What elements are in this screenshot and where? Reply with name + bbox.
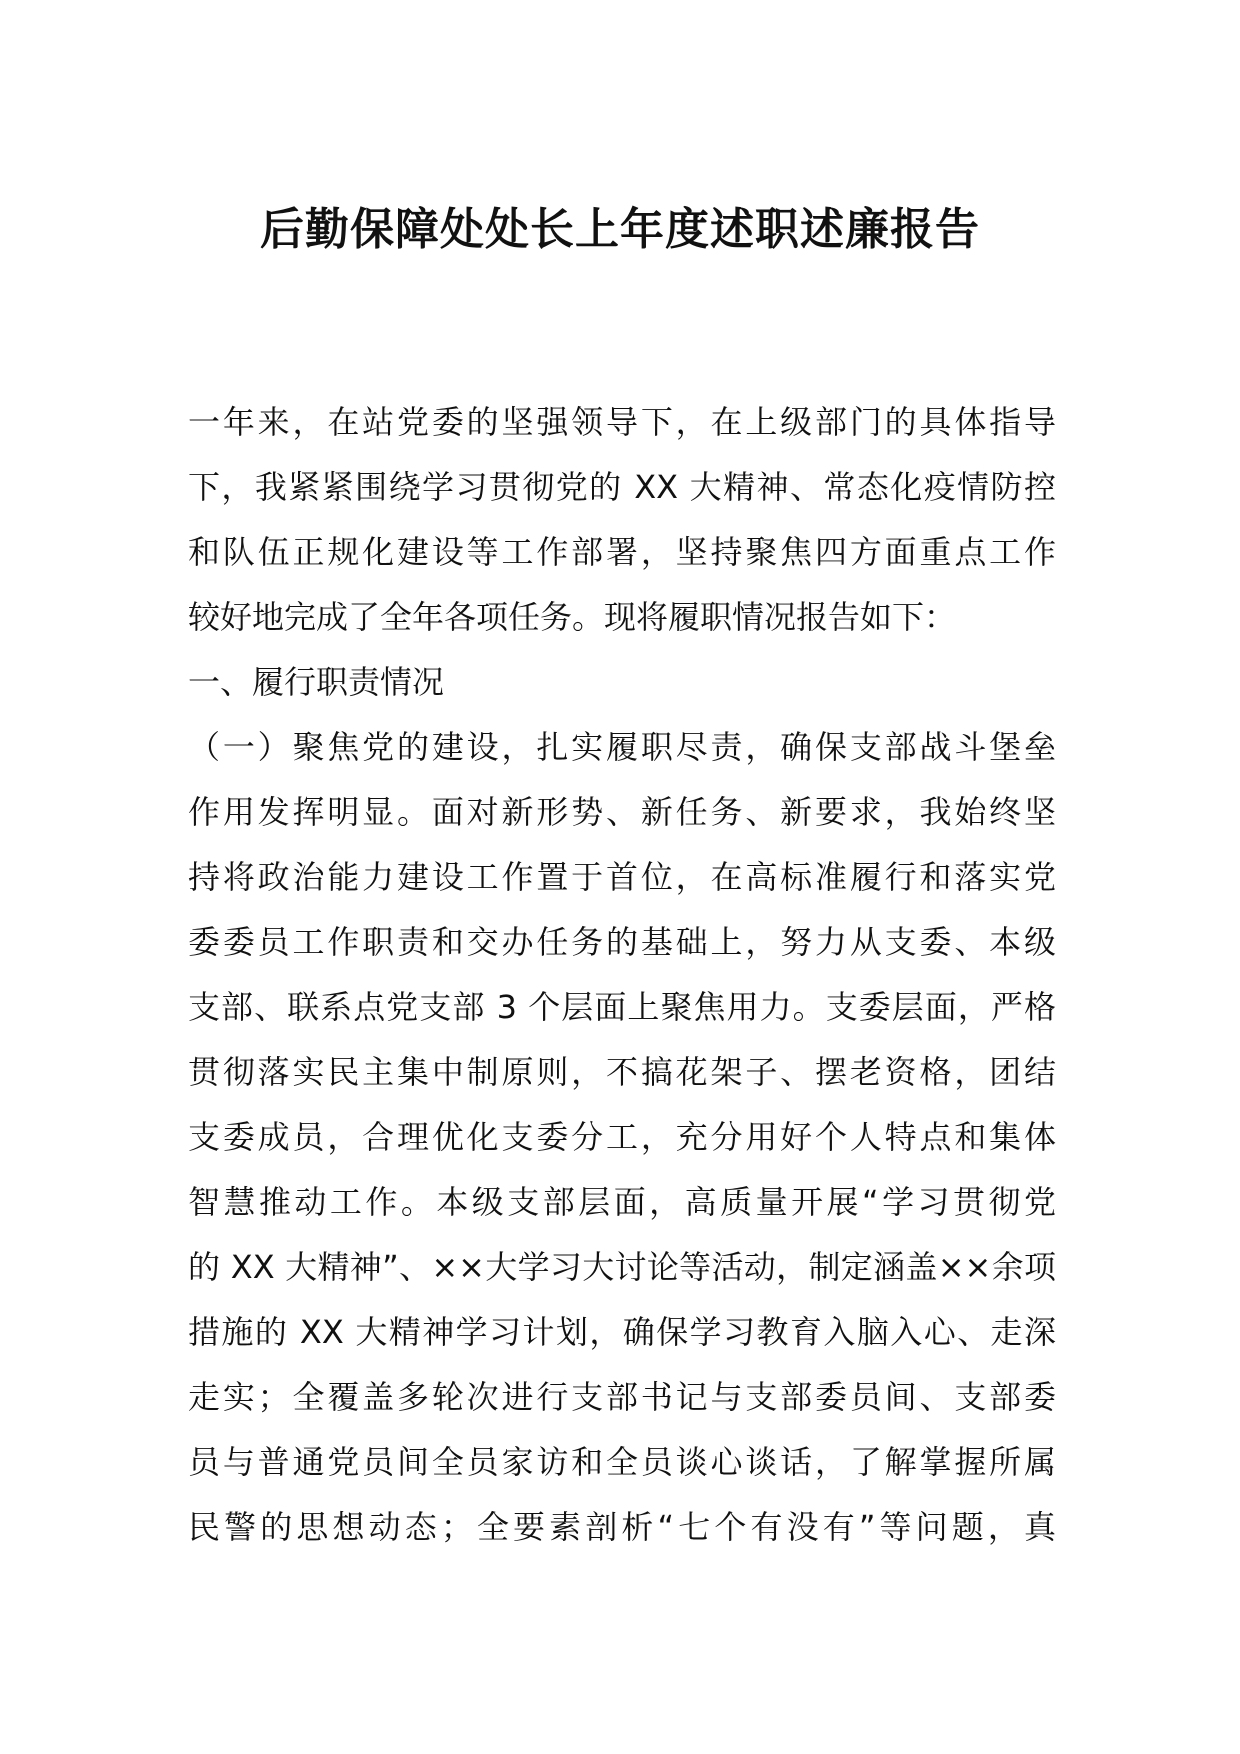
body-line: 民警的思想动态；全要素剖析“七个有没有”等问题，真 <box>188 1508 1056 1546</box>
body-line: 贯彻落实民主集中制原则，不搞花架子、摆老资格，团结 <box>188 1053 1056 1091</box>
body-line: 下，我紧紧围绕学习贯彻党的 XX 大精神、常态化疫情防控 <box>188 468 1056 506</box>
body-line: 智慧推动工作。本级支部层面，高质量开展“学习贯彻党 <box>188 1183 1056 1221</box>
body-line: 支部、联系点党支部 3 个层面上聚焦用力。支委层面，严格 <box>188 988 1056 1026</box>
body-line: 和队伍正规化建设等工作部署，坚持聚焦四方面重点工作 <box>188 533 1056 571</box>
body-line: （一）聚焦党的建设，扎实履职尽责，确保支部战斗堡垒 <box>188 728 1056 766</box>
document-body <box>188 390 1056 1560</box>
body-line: 措施的 XX 大精神学习计划，确保学习教育入脑入心、走深 <box>188 1313 1056 1351</box>
body-line: 员与普通党员间全员家访和全员谈心谈话，了解掌握所属 <box>188 1443 1056 1481</box>
section-heading: 一、履行职责情况 <box>188 663 445 701</box>
body-line: 支委成员，合理优化支委分工，充分用好个人特点和集体 <box>188 1118 1056 1156</box>
body-line: 走实；全覆盖多轮次进行支部书记与支部委员间、支部委 <box>188 1378 1056 1416</box>
document-title: 后勤保障处处长上年度述职述廉报告 <box>260 204 980 255</box>
body-line: 较好地完成了全年各项任务。现将履职情况报告如下： <box>188 598 957 636</box>
body-line: 的 XX 大精神”、××大学习大讨论等活动，制定涵盖××余项 <box>188 1248 1056 1286</box>
body-line: 一年来，在站党委的坚强领导下，在上级部门的具体指导 <box>188 403 1056 441</box>
body-line: 持将政治能力建设工作置于首位，在高标准履行和落实党 <box>188 858 1056 896</box>
body-line: 委委员工作职责和交办任务的基础上，努力从支委、本级 <box>188 923 1056 961</box>
body-line: 作用发挥明显。面对新形势、新任务、新要求，我始终坚 <box>188 793 1056 831</box>
